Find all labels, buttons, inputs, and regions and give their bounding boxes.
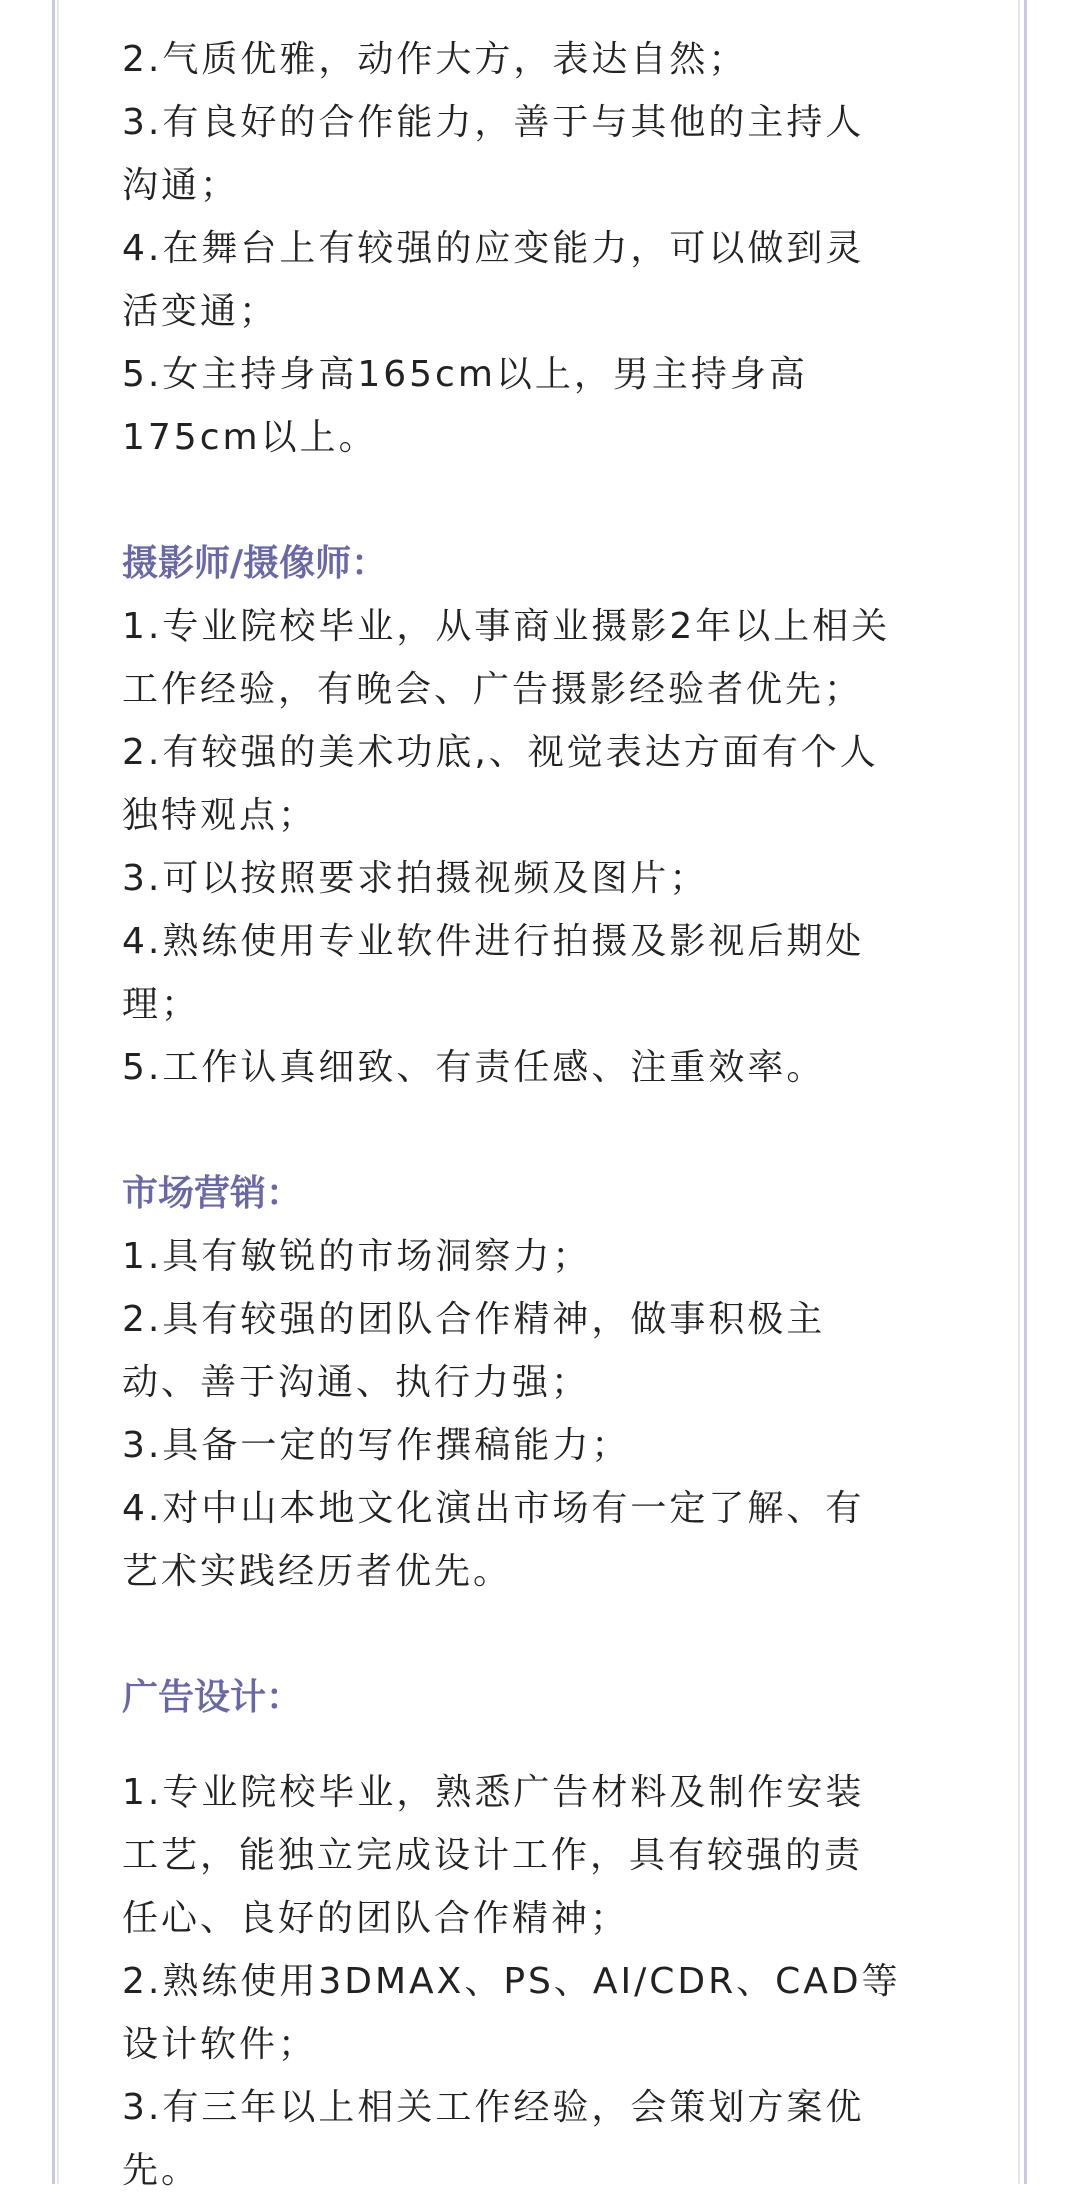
marketing-requirement-line: 艺术实践经历者优先。 [122, 1551, 513, 1592]
ad-design-requirement-line: 设计软件； [122, 2024, 318, 2065]
photographer-requirement-line: 4.熟练使用专业软件进行拍摄及影视后期处 [122, 921, 865, 962]
photographer-requirement-line: 1.专业院校毕业，从事商业摄影2年以上相关 [122, 606, 891, 647]
marketing-requirement-line: 4.对中山本地文化演出市场有一定了解、有 [122, 1488, 865, 1529]
marketing-requirement-line: 动、善于沟通、执行力强； [122, 1362, 591, 1403]
ad-design-section [122, 1666, 972, 2202]
host-requirement-line: 2.气质优雅，动作大方，表达自然； [122, 39, 748, 80]
ad-design-requirement-line: 2.熟练使用3DMAX、PS、AI/CDR、CAD等 [122, 1961, 901, 2002]
host-requirement-line: 沟通； [122, 165, 240, 206]
right-border-line [1024, 0, 1027, 2184]
section-spacer [122, 469, 972, 532]
ad-design-heading: 广告设计： [122, 1677, 303, 1718]
host-requirement-line: 5.女主持身高165cm以上，男主持身高 [122, 354, 808, 395]
left-border-line [52, 0, 55, 2184]
host-requirement-line: 活变通； [122, 291, 279, 332]
marketing-requirement-line: 1.具有敏锐的市场洞察力； [122, 1236, 592, 1277]
heading-spacer [122, 1729, 972, 1761]
host-requirement-line: 175cm以上。 [122, 417, 378, 458]
marketing-requirement-line: 2.具有较强的团队合作精神，做事积极主 [122, 1299, 826, 1340]
photographer-requirement-line: 独特观点； [122, 795, 318, 836]
ad-design-requirement-line: 工艺，能独立完成设计工作，具有较强的责 [122, 1835, 864, 1876]
photographer-requirement-line: 2.有较强的美术功底,、视觉表达方面有个人 [122, 732, 879, 773]
section-spacer [122, 1603, 972, 1666]
photographer-section [122, 532, 972, 1099]
marketing-requirement-line: 3.具备一定的写作撰稿能力； [122, 1425, 631, 1466]
photographer-requirement-line: 5.工作认真细致、有责任感、注重效率。 [122, 1047, 826, 1088]
ad-design-requirement-line: 任心、良好的团队合作精神； [122, 1898, 630, 1939]
host-requirement-line: 4.在舞台上有较强的应变能力，可以做到灵 [122, 228, 865, 269]
ad-design-requirement-line: 3.有三年以上相关工作经验，会策划方案优 [122, 2087, 865, 2128]
ad-design-requirement-line: 先。 [122, 2150, 201, 2191]
photographer-requirement-line: 理； [122, 984, 201, 1025]
article-content [122, 28, 972, 2202]
ad-design-requirement-line: 1.专业院校毕业，熟悉广告材料及制作安装 [122, 1772, 865, 1813]
host-requirement-line: 3.有良好的合作能力，善于与其他的主持人 [122, 102, 865, 143]
marketing-section [122, 1162, 972, 1603]
photographer-heading: 摄影师/摄像师： [122, 543, 388, 584]
photographer-requirement-line: 3.可以按照要求拍摄视频及图片； [122, 858, 709, 899]
photographer-requirement-line: 工作经验，有晚会、广告摄影经验者优先； [122, 669, 864, 710]
host-requirements-section [122, 28, 972, 469]
marketing-heading: 市场营销： [122, 1173, 303, 1214]
section-spacer [122, 1099, 972, 1162]
